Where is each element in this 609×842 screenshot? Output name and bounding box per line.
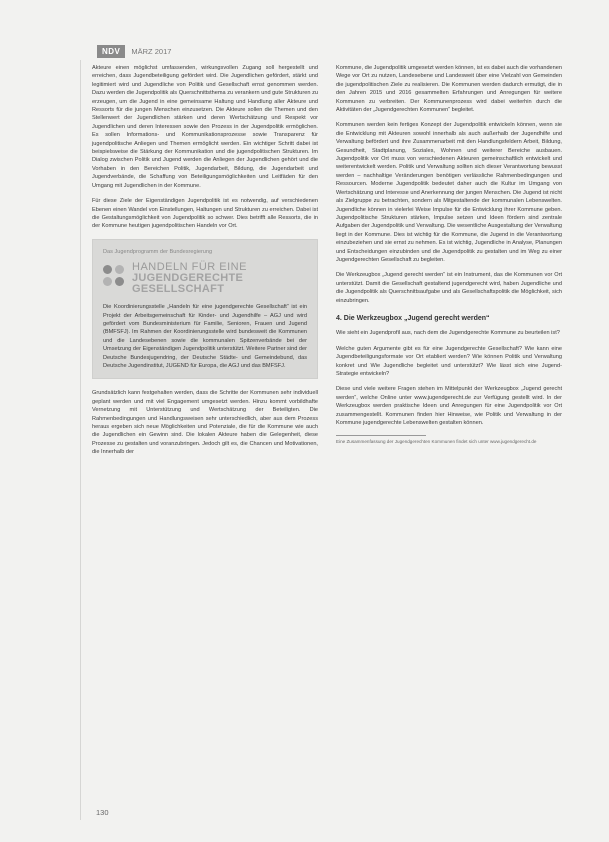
program-logo: [103, 262, 307, 295]
logo-line: JUGENDGERECHTE: [132, 272, 244, 285]
right-column: [336, 64, 562, 446]
paragraph: Kommunen werden kein fertiges Konzept der Jugendpolitik entwickeln können, wenn sie die Entwicklung mit Akteuren sowohl innerhalb als auch außerhalb der Jugendhilfe und Verwaltung befördert und ihre Zusammenarbeit mit den Handlungsfeldern Arbeit, Bildung, Gesundheit, Stadtplanung, Soziales, Wohnen und weiterer Bereiche ausbauen. Jugendpolitik vor Ort muss von verschiedenen Akteuren gemeinschaftlich entwickelt und weiterentwickelt werden. Politik und Verwaltung sollten sich dieser Verantwortung bewusst werden – nachhaltige Veränderungen benötigen verlässliche Rahmenbedingungen und Ressourcen. Moderne Jugendpolitik bedeutet daher auch die Kultur im Umgang von Wertschätzung und Interesse und Anerkennung der jungen Menschen. Die Jugend ist nicht als Zielgruppe zu betrachten, sondern als Mitgestaltende der kommunalen Lebenswelten. Jugendliche können in vielerlei Weise Impulse für die Entwicklung ihrer Kommune geben. Jugendpolitische Strukturen stärken, Impulse setzen und Ideen fördern sind zentrale Aufgaben der Jugendpolitik und Verwaltung. Die wesentliche Ausgestaltung der Verwaltung liegt in der Kommune. Dies ist wichtig für die Kommune, die Jugend in die Verantwortung einzubeziehen und sie ernst zu nehmen. Es ist wichtig, Jugendliche in Analyse, Planungen und Entscheidungen einzubinden und die Jugendpolitik zu gestalten und im Weg zu einer Jugendgerechten Gesellschaft zu begleiten.: [336, 122, 562, 263]
logo-line: HANDELN FÜR EINE: [132, 261, 247, 274]
paragraph: Die Werkzeugbox „Jugend gerecht werden“ ist ein Instrument, das die Kommunen vor Ort unterstützt. Damit die Gesellschaft gestaltend jugendgerecht wird, haben Jugendliche und die Jugendpolitik als Querschnittsaufgabe und als Gesellschaftspolitik die Möglichkeit, sich einzubringen.: [336, 272, 562, 304]
info-box: [92, 239, 318, 380]
paragraph: Grundsätzlich kann festgehalten werden, dass die Schritte der Kommunen sehr individuell geplant werden und mit viel Engagement umgesetzt werden. Hinzu kommt vorbildhafte Vernetzung mit Unterstützung und Wertschätzung der Beteiligten. Die Rahmenbedingungen und Handlungsweisen sehr unterschiedlich, aber aus dem Prozess heraus ergeben sich neue Möglichkeiten und Potenziale, die für die Kommune wie auch die Jugendlichen ein Gewinn sind. Die lokalen Akteure haben die Gelegenheit, diese Prozesse zu gestalten und voranzubringen. Jedoch gilt es, die Chancen und Motivationen, die Innerhalb der: [92, 390, 318, 456]
left-column: [92, 64, 318, 464]
footnote: Eine Zusammenfassung der Jugendgerechten Kommunen findet sich unter www.jugendgerecht.de: [336, 439, 537, 445]
box-text: Die Koordinierungsstelle „Handeln für eine jugendgerechte Gesellschaft“ ist ein Projekt der Arbeitsgemeinschaft für Kinder- und Jugendhilfe – AGJ und wird gefördert vom Bundesministerium für Familie, Senioren, Frauen und Jugend (BMFSFJ). Im Rahmen der Koordinierungsstelle wird bundesweit die Kommunen und die Landesebenen sowie die kommunalen Spitzenverbände bei der Umsetzung der Eigenständigen Jugendpolitik unterstützt. Weitere Partner sind der Deutsche Bundesjugendring, der Deutsche Städte- und Gemeindebund, das Deutsche Jugendinstitut, JUGEND für Europa, die AGJ und das BMFSFJ.: [103, 304, 307, 369]
issue-date: MÄRZ 2017: [131, 46, 172, 56]
footnote-rule: [336, 435, 426, 436]
section-heading: 4. Die Werkzeugbox „Jugend gerecht werden“: [336, 314, 490, 322]
paragraph: Diese und viele weitere Fragen stehen im Mittelpunkt der Werkzeugbox „Jugend gerecht werden“, welche Online unter www.jugendgerecht.de zur Verfügung gestellt wird. In der Werkzeugbox werden praktische Ideen und Anregungen für eine Jugendpolitik vor Ort zusammengestellt. Kommunen finden hier Hinweise, wie Politik und Verwaltung in der Kommune jugendgerechte Lebenswelten gestalten können.: [336, 386, 562, 427]
logo-wordmark: [132, 262, 247, 295]
box-kicker: Das Jugendprogramm der Bundesregierung: [103, 248, 213, 255]
page-number: 130: [96, 808, 109, 817]
logo-dots-icon: [103, 265, 124, 286]
journal-badge: NDV: [97, 45, 125, 58]
paragraph: Kommune, die Jugendpolitik umgesetzt werden können, ist es dabei auch die vorhandenen Wege vor Ort zu nutzen, Landesebene und Landesweit über eine Vielzahl von Gemeinden die jugendpolitischen Ziele zu realisieren. Die Kommunen werden dadurch ermutigt, die in den Jahren 2015 und 2016 gesammelten Erfahrungen und Anregungen für weitere Kommunen zu verbreiten. Der Kommunenprozess wird dabei weiterhin durch die Aktivitäten der „Jugendgerechten Kommunen“ begleitet.: [336, 65, 562, 114]
paragraph: Akteure einen möglichst umfassenden, wirkungsvollen Zugang soll hergestellt und erreichen, dass Jugendbeteiligung gefördert wird. Die Jugendlichen gefördert, stärkt und legitimiert wird und Jugendliche von Politik und Gesellschaft ernst genommen werden. Dazu werden die Jugendpolitik als Querschnittsthema zu verankern und gute Strukturen zu erzeugen, um die Jugend in eine gemeinsame Haltung und Handlung aller Akteure und Ressorts für die jungen Menschen einzusetzen. Die Akteure sollen die Themen und den Stellenwert der Jugendlichen stärken und deren Wertschätzung und Respekt vor Jugendlichen und deren Interessen sowie den Prozess in der Jugendpolitik ermöglichen. Es sollen Informations- und Kommunikationsprozesse sowie Transparenz für jugendpolitische Anliegen und Themen ermöglicht werden. Ein wichtiger Schritt dabei ist beispielsweise die Stärkung der Kommunikation und die jugendpolitischen Strukturen. Im Dialog zwischen Politik und Jugend werden die Anliegen der Jugendlichen gehört und die Vorhaben in den Bereichen Politik, Jugendarbeit, Bildung, die Jugendarbeit und Jugendverbände, die Schaffung von Beteiligungsmöglichkeiten und Leitfäden für den Umgang mit Jugendlichen in der Kommune.: [92, 65, 318, 189]
margin-rule: [80, 60, 81, 820]
paragraph: Welche guten Argumente gibt es für eine Jugendgerechte Gesellschaft? Wie kann eine Jugendbeteiligungsformate vor Ort etabliert werden? Wie können Politik und Verwaltung konkret und Wie Jugendliche begleitet und unterstützt? Wie lässt sich eine Jugend-Strategie entwickeln?: [336, 345, 562, 377]
page-header: [97, 44, 171, 58]
paragraph: Wie sieht ein Jugendprofil aus, nach dem die Jugendgerechte Kommune zu beurteilen ist?: [336, 330, 560, 337]
paragraph: Für diese Ziele der Eigenständigen Jugendpolitik ist es notwendig, auf verschiedenen Ebenen einen Wandel von Einstellungen, Haltungen und Strukturen zu erreichen. Dabei ist die Gestaltungsmöglichkeit von Jugendpolitik so schwer. Dies betrifft alle Ressorts, die in der Kommune heutigen jugendpolitischen Handeln vor Ort.: [92, 198, 318, 230]
logo-line: GESELLSCHAFT: [132, 283, 225, 296]
